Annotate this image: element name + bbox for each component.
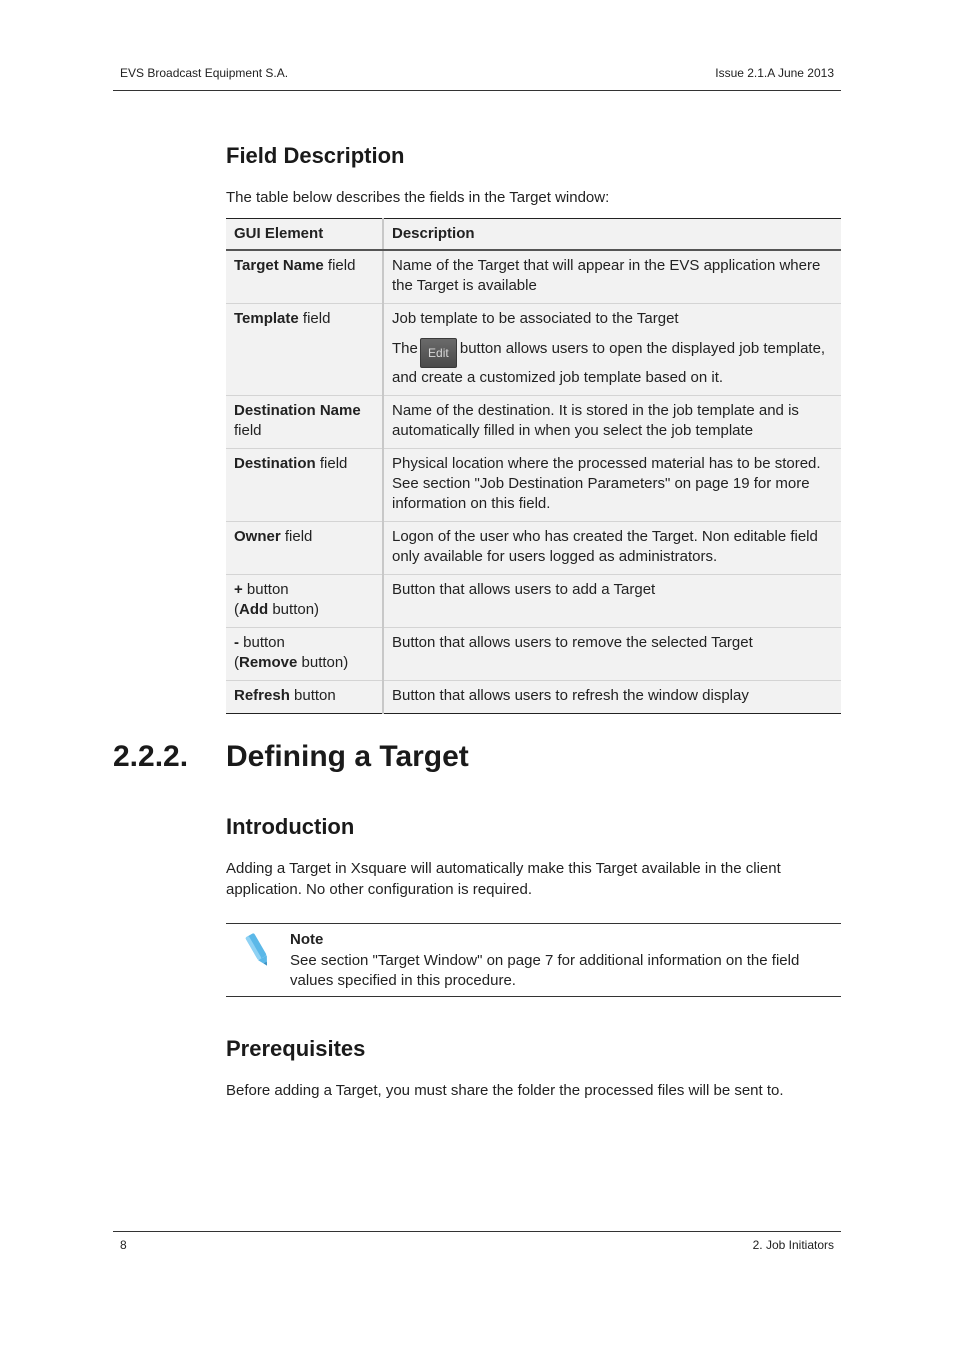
- gui-element-type: button: [239, 634, 285, 651]
- page-header-left: EVS Broadcast Equipment S.A.: [120, 66, 289, 80]
- description-text-edit: [392, 338, 833, 388]
- table-row: [226, 575, 841, 628]
- description-text: Button that allows users to remove the selected Target: [392, 634, 753, 651]
- gui-element-cell: [226, 396, 383, 449]
- gui-element-type: field: [280, 528, 313, 545]
- edit-post-text: button allows users to open the displayed job template, and create a customized job template based on it.: [392, 340, 826, 386]
- gui-element-cell: [226, 449, 383, 522]
- description-cell: [383, 304, 841, 396]
- gui-element-name: -: [234, 634, 239, 651]
- gui-element-alias-post: button): [268, 601, 320, 618]
- table-header-row: [226, 219, 841, 251]
- page-number: 8: [120, 1238, 127, 1252]
- gui-element-cell: [226, 681, 383, 714]
- description-cell: [383, 628, 841, 681]
- table-row: [226, 628, 841, 681]
- gui-element-type: button: [242, 581, 289, 598]
- description-cell: [383, 396, 841, 449]
- description-text: Name of the destination. It is stored in the job template and is automatically filled in when you select the job template: [392, 402, 799, 439]
- gui-element-cell: [226, 575, 383, 628]
- gui-element-alias-pre: (: [234, 601, 239, 618]
- description-text: Physical location where the processed material has to be stored. See section "Job Destination Parameters" on page 19 for more information on this field.: [392, 455, 821, 512]
- gui-element-cell: [226, 628, 383, 681]
- gui-element-alias: Remove: [239, 654, 298, 671]
- column-header-description: Description: [383, 219, 841, 251]
- introduction-heading: Introduction: [226, 814, 355, 839]
- column-header-gui-element: GUI Element: [226, 219, 383, 251]
- field-description-intro: The table below describes the fields in the Target window:: [226, 189, 610, 206]
- gui-element-cell: [226, 522, 383, 575]
- gui-element-type: field: [315, 455, 348, 472]
- section-title: Defining a Target: [226, 740, 469, 773]
- section-number: 2.2.2.: [113, 740, 189, 773]
- table-row: [226, 304, 841, 396]
- edit-pre-text: The: [392, 340, 418, 357]
- field-description-heading: Field Description: [226, 143, 405, 168]
- gui-element-alias-pre: (: [234, 654, 239, 671]
- pencil-icon: [240, 930, 276, 970]
- note-text: See section "Target Window" on page 7 for additional information on the field values specified in this procedure.: [290, 952, 800, 989]
- table-row: [226, 522, 841, 575]
- footer-chapter: 2. Job Initiators: [752, 1238, 834, 1252]
- note-title: Note: [290, 931, 324, 948]
- table-row: [226, 449, 841, 522]
- description-cell: [383, 250, 841, 304]
- field-description-table: [226, 218, 841, 714]
- description-cell: [383, 681, 841, 714]
- gui-element-name: Owner: [234, 528, 281, 545]
- gui-element-name: Destination: [234, 455, 316, 472]
- description-text: Name of the Target that will appear in the EVS application where the Target is available: [392, 257, 821, 294]
- edit-button: Edit: [420, 338, 457, 368]
- gui-element-type: field: [323, 257, 356, 274]
- prerequisites-heading: Prerequisites: [226, 1036, 366, 1061]
- footer-rule: [113, 1231, 841, 1232]
- gui-element-name: Template: [234, 310, 299, 327]
- gui-element-type: field: [298, 310, 331, 327]
- introduction-text: Adding a Target in Xsquare will automatically make this Target available in the client application. No other configuration is required.: [226, 860, 781, 898]
- description-cell: [383, 449, 841, 522]
- gui-element-type: field: [234, 422, 262, 439]
- gui-element-name: Target Name: [234, 257, 324, 274]
- prerequisites-text: Before adding a Target, you must share the folder the processed files will be sent to.: [226, 1082, 784, 1099]
- gui-element-name: Refresh: [234, 687, 290, 704]
- table-row: [226, 250, 841, 304]
- description-text: Logon of the user who has created the Target. Non editable field only available for users logged as administrators.: [392, 528, 818, 565]
- table-row: [226, 681, 841, 714]
- table-row: [226, 396, 841, 449]
- gui-element-cell: [226, 304, 383, 396]
- description-text: Button that allows users to refresh the window display: [392, 687, 749, 704]
- gui-element-name: Destination Name: [234, 402, 361, 419]
- description-text: Job template to be associated to the Target: [392, 310, 679, 327]
- gui-element-alias-post: button): [297, 654, 349, 671]
- note-box: [226, 923, 841, 997]
- description-cell: [383, 575, 841, 628]
- page-header-right: Issue 2.1.A June 2013: [715, 66, 834, 80]
- description-cell: [383, 522, 841, 575]
- gui-element-cell: [226, 250, 383, 304]
- gui-element-type: button: [289, 687, 336, 704]
- gui-element-name: +: [234, 581, 243, 598]
- description-text: Button that allows users to add a Target: [392, 581, 656, 598]
- gui-element-alias: Add: [239, 601, 269, 618]
- header-rule: [113, 90, 841, 91]
